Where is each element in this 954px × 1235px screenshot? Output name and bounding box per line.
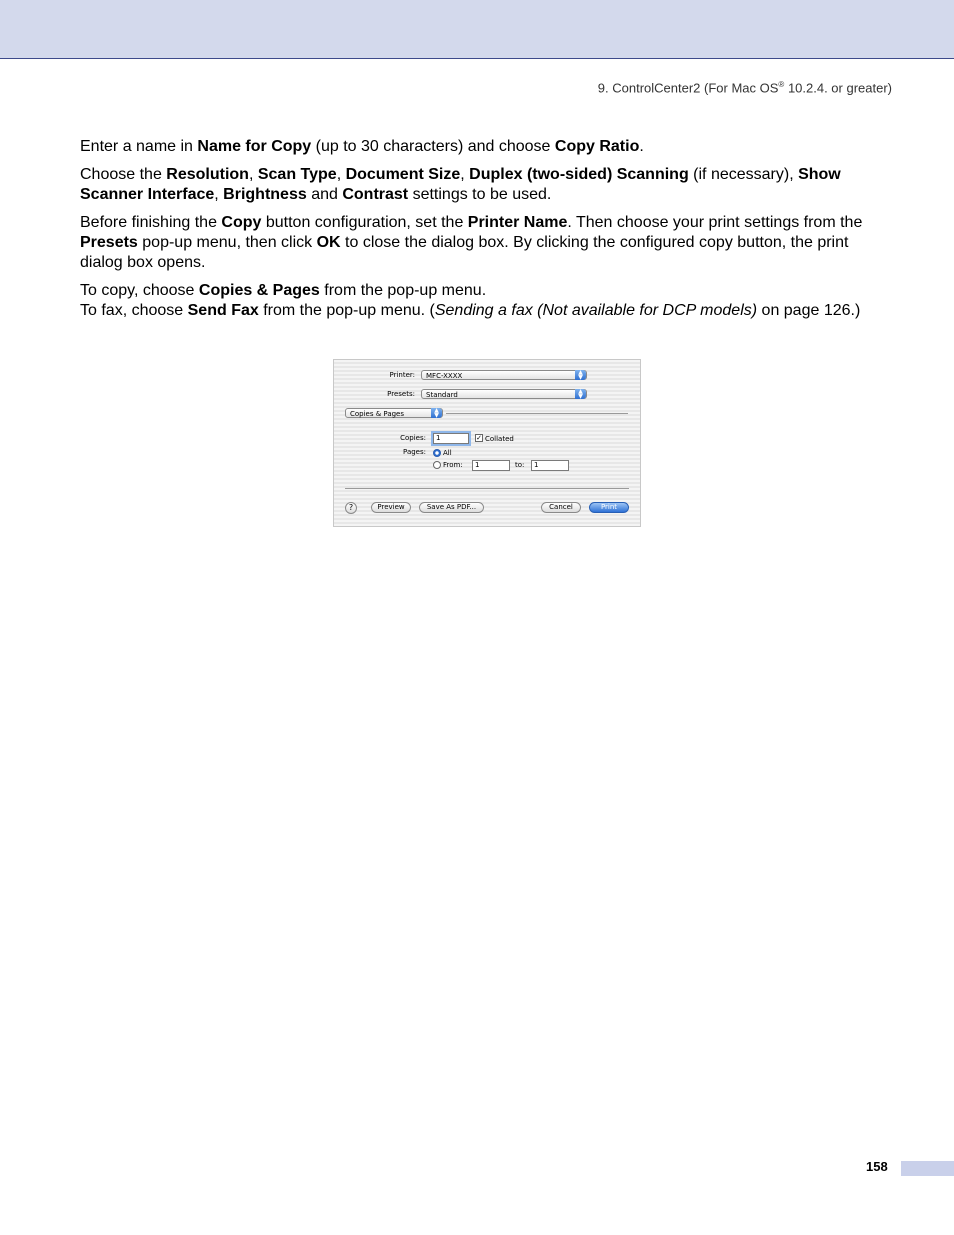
paragraph-printer-settings: Before finishing the Copy button configuration, set the Printer Name. Then choose your print settings from the Presets pop-up menu, then click OK to close the dialog box. By clicking the configured copy button, the print dialog box opens. [80, 214, 863, 271]
pane-popup-value: Copies & Pages [350, 410, 405, 418]
pages-all-radio[interactable] [433, 449, 441, 457]
paragraph-copy-fax: To copy, choose Copies & Pages from the pop-up menu. To fax, choose Send Fax from the pop-up menu. (Sending a fax (Not available for DCP models) on page 126.) [80, 282, 861, 319]
footer-divider [345, 488, 629, 489]
popup-arrows-icon: ▲ ▼ [431, 408, 442, 418]
collated-checkbox[interactable] [475, 434, 483, 442]
printer-label: Printer: [389, 371, 415, 379]
printer-popup[interactable] [421, 370, 587, 380]
pages-all-label: All [443, 449, 452, 457]
help-icon[interactable]: ? [345, 502, 357, 514]
print-button[interactable]: Print [589, 502, 629, 513]
to-label: to: [515, 461, 525, 469]
paragraph-name-for-copy: Enter a name in Name for Copy (up to 30 characters) and choose Copy Ratio. [80, 138, 644, 155]
term-copy-ratio: Copy Ratio [554, 138, 640, 155]
pages-from-radio[interactable] [433, 461, 441, 469]
term-send-fax: Send Fax [187, 302, 259, 319]
term-duplex-scanning: Duplex (two-sided) Scanning [469, 166, 689, 183]
page-number: 158 [866, 1159, 888, 1174]
term-brightness: Brightness [223, 186, 307, 203]
registered-mark: ® [778, 80, 785, 89]
running-head-text: 9. ControlCenter2 (For Mac OS [597, 80, 779, 96]
pane-popup[interactable] [345, 408, 443, 418]
checkmark-icon: ✓ [476, 434, 482, 442]
pages-label: Pages: [403, 448, 426, 456]
presets-popup-value: Standard [426, 391, 458, 399]
copies-input[interactable]: 1 [433, 433, 469, 444]
header-band [0, 0, 954, 59]
popup-arrows-icon: ▲ ▼ [575, 389, 586, 399]
presets-popup[interactable] [421, 389, 587, 399]
page-number-tab [901, 1161, 954, 1176]
save-as-pdf-button[interactable]: Save As PDF... [419, 502, 484, 513]
running-head-version: 10.2.4. or greater) [784, 80, 892, 96]
from-page-input[interactable]: 1 [472, 460, 510, 471]
cancel-button[interactable]: Cancel [541, 502, 581, 513]
running-head [598, 80, 892, 95]
term-name-for-copy: Name for Copy [197, 138, 312, 155]
pages-from-label: From: [443, 461, 463, 469]
term-document-size: Document Size [345, 166, 461, 183]
printer-popup-value: MFC-XXXX [426, 372, 463, 380]
term-printer-name: Printer Name [467, 214, 568, 231]
term-show-scanner-interface: Show Scanner Interface [80, 166, 841, 203]
preview-button[interactable]: Preview [371, 502, 411, 513]
copies-label: Copies: [400, 434, 426, 442]
term-copy: Copy [221, 214, 262, 231]
to-page-input[interactable]: 1 [531, 460, 569, 471]
popup-arrows-icon: ▲ ▼ [575, 370, 586, 380]
term-scan-type: Scan Type [257, 166, 337, 183]
paragraph-scan-settings: Choose the Resolution, Scan Type, Document Size, Duplex (two-sided) Scanning (if necessary), Show Scanner Interface, Brightness and Contrast settings to be used. [80, 166, 841, 203]
collated-label: Collated [485, 435, 514, 443]
term-resolution: Resolution [166, 166, 249, 183]
pane-divider [446, 413, 628, 414]
term-presets: Presets [80, 234, 138, 251]
print-dialog-screenshot [333, 359, 641, 527]
term-contrast: Contrast [342, 186, 409, 203]
presets-label: Presets: [387, 390, 415, 398]
cross-reference-link[interactable]: Sending a fax (Not available for DCP models) [434, 302, 758, 319]
term-copies-and-pages: Copies & Pages [198, 282, 320, 299]
body-text [80, 137, 890, 329]
term-ok: OK [316, 234, 341, 251]
